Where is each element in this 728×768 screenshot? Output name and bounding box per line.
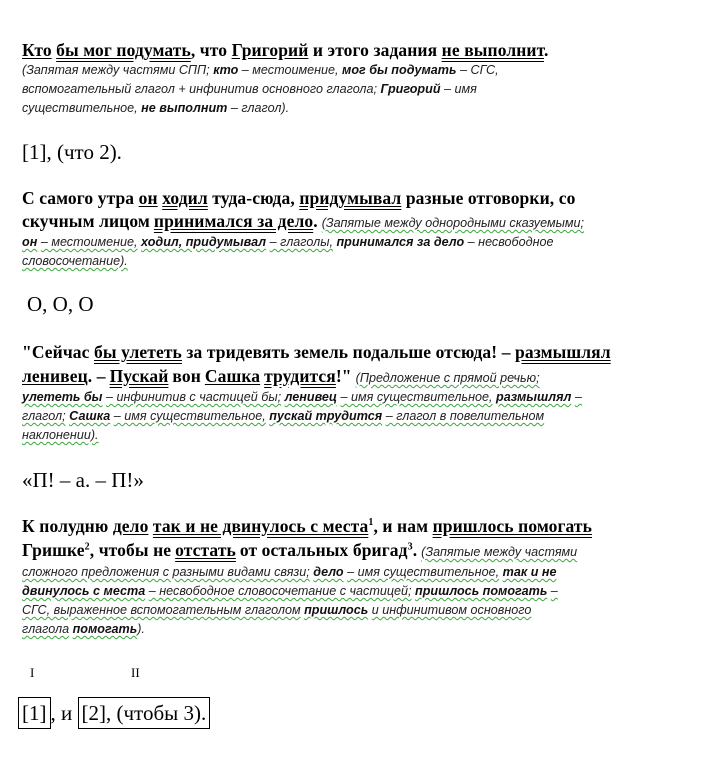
text: . – bbox=[87, 366, 106, 386]
sentence-4-line-1 bbox=[22, 516, 592, 537]
text: размышлял bbox=[496, 390, 572, 404]
subject-kto: Кто bbox=[22, 40, 52, 60]
schema-4 bbox=[18, 697, 210, 729]
text: (Запятые между частями bbox=[421, 545, 578, 559]
predicate-hodil: ходил bbox=[162, 188, 208, 208]
text: – глагол в повелительном bbox=[385, 409, 545, 423]
text: разные отговорки, со bbox=[405, 188, 576, 208]
marker-2: 2 bbox=[84, 541, 90, 553]
text: (Запятые между однородными сказуемыми; bbox=[321, 216, 585, 230]
text: – несвободное bbox=[467, 235, 554, 249]
text: за тридевять земель подальше отсюда! – bbox=[186, 342, 511, 362]
text: Гришке bbox=[22, 540, 85, 560]
predicate-by-uletet: бы улететь bbox=[94, 342, 182, 362]
subject-delo: дело bbox=[112, 516, 149, 536]
text: . bbox=[313, 211, 318, 231]
predicate-puskay: Пускай bbox=[109, 366, 169, 386]
text: Григорий bbox=[380, 82, 441, 96]
text: мог бы подумать bbox=[342, 63, 457, 77]
text: . bbox=[543, 40, 549, 60]
sentence-4-line-2 bbox=[22, 540, 577, 561]
predicate-ne-dvinulos: так и не двинулось с места bbox=[152, 516, 369, 536]
sentence-1-line-1 bbox=[22, 40, 548, 61]
text: так и не bbox=[502, 565, 557, 579]
subject-sashka: Сашка bbox=[204, 366, 261, 386]
text: кто bbox=[213, 63, 239, 77]
text: не выполнит bbox=[141, 101, 228, 115]
marker-3: 3 bbox=[407, 541, 413, 553]
comment-4-line-3 bbox=[22, 603, 531, 617]
text: К полудню bbox=[22, 516, 109, 536]
text: вон bbox=[172, 366, 201, 386]
text: дело bbox=[313, 565, 344, 579]
schema-2: О, О, О bbox=[27, 292, 94, 316]
text: – СГС, bbox=[459, 63, 499, 77]
comment-2-line-1 bbox=[22, 235, 554, 249]
text: Сашка bbox=[69, 409, 111, 423]
text: С самого утра bbox=[22, 188, 135, 208]
text: – местоимение, bbox=[241, 63, 339, 77]
text: (Предложение с прямой речью; bbox=[355, 371, 540, 385]
predicate-otstat: отстать bbox=[175, 540, 236, 560]
text: ). bbox=[137, 622, 145, 636]
predicate-pridumyval: придумывал bbox=[299, 188, 402, 208]
text: помогать bbox=[72, 622, 138, 636]
text: словосочетание). bbox=[22, 254, 128, 268]
text: от остальных бригад bbox=[239, 540, 408, 560]
text: – bbox=[550, 584, 558, 598]
text: , что bbox=[190, 40, 228, 60]
sentence-2-line-1 bbox=[22, 188, 575, 209]
predicate-prinimalsya: принимался за дело bbox=[153, 211, 314, 231]
text: глагола bbox=[22, 622, 70, 636]
comment-1-line-3 bbox=[22, 101, 289, 115]
text: – несвободное словосочетание с частицей; bbox=[148, 584, 412, 598]
text: – глаголы, bbox=[269, 235, 333, 249]
predicate-ne-vypolnit: не выполнит bbox=[441, 40, 544, 60]
text: пришлось помогать bbox=[415, 584, 548, 598]
text: пускай трудится bbox=[269, 409, 383, 423]
text: (Запятая между частями СПП; bbox=[22, 63, 210, 77]
predicate-mog-by-podumat: бы мог подумать bbox=[56, 40, 191, 60]
comment-1-line-2 bbox=[22, 82, 477, 96]
text: , и bbox=[50, 701, 73, 725]
text: – имя существительное, bbox=[347, 565, 500, 579]
text: вспомогательный глагол + инфинитив основного глагола; bbox=[22, 82, 378, 96]
text: и инфинитивом основного bbox=[371, 603, 532, 617]
clause-box-1: [1] bbox=[18, 697, 51, 729]
text: ходил, придумывал bbox=[141, 235, 267, 249]
comment-3-line-2 bbox=[22, 409, 544, 423]
marker-1: 1 bbox=[368, 517, 374, 529]
text: туда-сюда, bbox=[212, 188, 295, 208]
comment-3-line-3 bbox=[22, 428, 99, 442]
text: – bbox=[574, 390, 582, 404]
comment-1-line-1 bbox=[22, 63, 499, 77]
text: "Сейчас bbox=[22, 342, 90, 362]
text: ленивец bbox=[284, 390, 337, 404]
predicate-prishlos-pomogat: пришлось помогать bbox=[432, 516, 592, 536]
text: – глагол). bbox=[230, 101, 290, 115]
text: он bbox=[22, 235, 38, 249]
comment-3-line-1 bbox=[22, 390, 582, 404]
subject-on: он bbox=[138, 188, 158, 208]
schema-1: [1], (что 2). bbox=[22, 140, 122, 164]
roman-numeral-2: II bbox=[131, 665, 140, 680]
text: , чтобы не bbox=[89, 540, 172, 560]
comment-4-line-4 bbox=[22, 622, 145, 636]
text: принимался за дело bbox=[336, 235, 465, 249]
text: , и нам bbox=[373, 516, 429, 536]
sentence-3-line-1 bbox=[22, 342, 611, 363]
text: – имя существительное, bbox=[340, 390, 493, 404]
text: наклонении). bbox=[22, 428, 99, 442]
text: . bbox=[412, 540, 418, 560]
text: скучным лицом bbox=[22, 211, 150, 231]
clause-box-2: [2], (чтобы 3). bbox=[78, 697, 211, 729]
text: пришлось bbox=[304, 603, 369, 617]
sentence-3-line-2 bbox=[22, 366, 540, 387]
text: сложного предложения с разными видами связи; bbox=[22, 565, 310, 579]
subject-lenivets: ленивец bbox=[22, 366, 88, 386]
subject-grigoriy: Григорий bbox=[231, 40, 309, 60]
schema-3: «П! – а. – П!» bbox=[22, 468, 144, 492]
predicate-razmyshlyal: размышлял bbox=[515, 342, 611, 362]
text: двинулось с места bbox=[22, 584, 146, 598]
comment-4-line-1 bbox=[22, 565, 557, 579]
text: улететь бы bbox=[22, 390, 103, 404]
text: !" bbox=[335, 366, 352, 386]
comment-2-line-2 bbox=[22, 254, 128, 268]
text: – инфинитив с частицей бы; bbox=[105, 390, 282, 404]
text: глагол; bbox=[22, 409, 66, 423]
text: СГС, выраженное вспомогательным глаголом bbox=[22, 603, 301, 617]
text: и этого задания bbox=[312, 40, 438, 60]
roman-numeral-1: I bbox=[30, 665, 35, 680]
text: – имя существительное, bbox=[113, 409, 266, 423]
text: существительное, bbox=[22, 101, 138, 115]
text: – имя bbox=[444, 82, 477, 96]
comment-4-line-2 bbox=[22, 584, 558, 598]
predicate-truditsya: трудится bbox=[264, 366, 336, 386]
text: – местоимение, bbox=[40, 235, 138, 249]
sentence-2-line-2 bbox=[22, 211, 584, 232]
